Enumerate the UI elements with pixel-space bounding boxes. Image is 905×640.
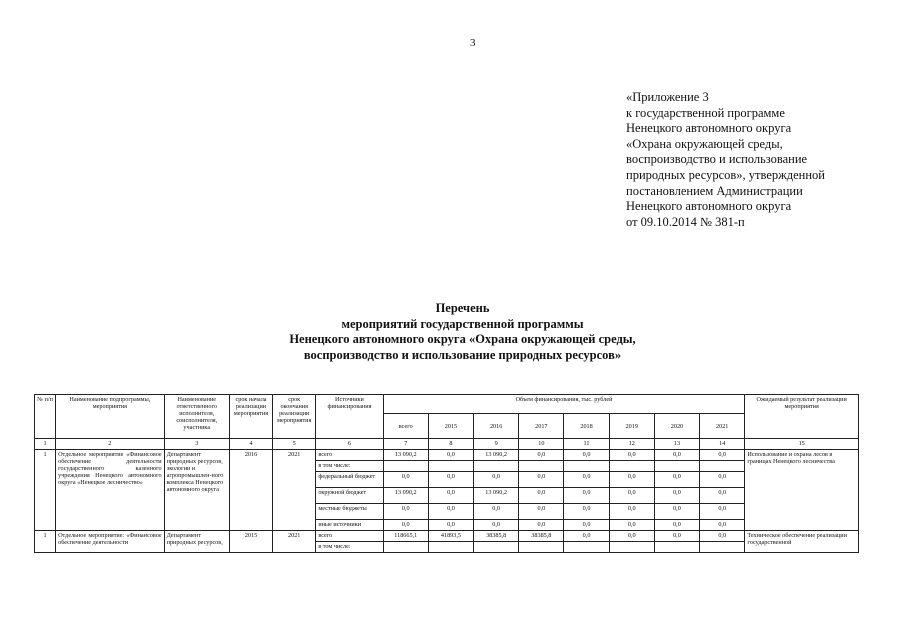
header-year: 2019 xyxy=(609,414,654,439)
column-number: 12 xyxy=(609,439,654,450)
header-year: 2017 xyxy=(519,414,564,439)
value-cell xyxy=(428,461,473,472)
header-volume: Объем финансирования, тыс. рублей xyxy=(383,395,745,414)
value-cell xyxy=(428,542,473,553)
column-number: 1 xyxy=(35,439,56,450)
value-cell: 0,0 xyxy=(564,488,609,504)
value-cell: 0,0 xyxy=(654,450,699,461)
column-number: 2 xyxy=(56,439,165,450)
header-num: № п/п xyxy=(35,395,56,439)
value-cell: 118665,1 xyxy=(383,531,428,542)
value-cell: 0,0 xyxy=(654,531,699,542)
value-cell: 0,0 xyxy=(700,504,745,520)
header-result: Ожидаемый результат реализации мероприятия xyxy=(745,395,859,439)
value-cell: 0,0 xyxy=(519,450,564,461)
column-number: 5 xyxy=(273,439,316,450)
value-cell: 0,0 xyxy=(700,531,745,542)
appendix-line: природных ресурсов», утвержденной xyxy=(626,167,825,182)
column-number: 8 xyxy=(428,439,473,450)
value-cell xyxy=(564,461,609,472)
value-cell xyxy=(519,461,564,472)
value-cell: 0,0 xyxy=(428,472,473,488)
title-line: Перечень xyxy=(435,301,490,315)
value-cell: 0,0 xyxy=(428,520,473,531)
value-cell xyxy=(474,542,519,553)
row-name: Отдельное мероприятие: «Финансовое обеспечение деятельности xyxy=(56,531,165,553)
table-row xyxy=(35,450,859,461)
value-cell: 0,0 xyxy=(428,488,473,504)
value-cell xyxy=(700,461,745,472)
value-cell xyxy=(700,542,745,553)
measures-table xyxy=(34,394,859,553)
value-cell: 0,0 xyxy=(654,520,699,531)
value-cell: 0,0 xyxy=(383,520,428,531)
value-cell xyxy=(609,542,654,553)
header-name: Наименование подпрограммы, мероприятия xyxy=(56,395,165,439)
source-label: окружной бюджет xyxy=(316,488,383,504)
row-name: Отдельное мероприятие «Финансовое обеспечение деятельности государственного казенного учреждения Ненецкого автономного округа «Ненецкое лесничество» xyxy=(56,450,165,531)
row-end: 2021 xyxy=(273,531,316,553)
row-result: Техническое обеспечение реализации государственной xyxy=(745,531,859,553)
appendix-line: воспроизводство и использование xyxy=(626,152,808,167)
value-cell xyxy=(564,542,609,553)
value-cell xyxy=(383,461,428,472)
table-row xyxy=(35,531,859,542)
value-cell: 0,0 xyxy=(564,450,609,461)
header-year: 2018 xyxy=(564,414,609,439)
value-cell: 0,0 xyxy=(700,450,745,461)
column-number: 9 xyxy=(474,439,519,450)
appendix-line: «Охрана окружающей среды, xyxy=(626,136,783,151)
row-result: Использование и охрана лесов в границах Ненецкого лесничества xyxy=(745,450,859,531)
column-number: 7 xyxy=(383,439,428,450)
appendix-line: «Приложение 3 xyxy=(626,90,709,104)
value-cell: 13 090,2 xyxy=(474,450,519,461)
source-label: в том числе: xyxy=(316,461,383,472)
value-cell: 0,0 xyxy=(654,488,699,504)
row-end: 2021 xyxy=(273,450,316,531)
header-row xyxy=(35,395,859,414)
column-number: 6 xyxy=(316,439,383,450)
appendix-line: от 09.10.2014 № 381-п xyxy=(626,214,745,229)
header-end: срок окончания реализации мероприятия xyxy=(273,395,316,439)
appendix-note xyxy=(626,90,886,230)
value-cell: 0,0 xyxy=(383,472,428,488)
column-number: 3 xyxy=(164,439,229,450)
value-cell: 0,0 xyxy=(564,531,609,542)
row-executor: Департамент природных ресурсов, экологии и агропромышлен-ного комплекса Ненецкого автономного округа xyxy=(164,450,229,531)
row-num: 1 xyxy=(35,450,56,531)
title-line: Ненецкого автономного округа «Охрана окружающей среды, xyxy=(289,332,636,346)
row-executor: Департамент природных ресурсов, xyxy=(164,531,229,553)
value-cell: 13 090,2 xyxy=(383,488,428,504)
value-cell: 13 090,2 xyxy=(474,488,519,504)
source-label: федеральный бюджет xyxy=(316,472,383,488)
value-cell: 0,0 xyxy=(700,520,745,531)
value-cell: 0,0 xyxy=(474,504,519,520)
header-executor: Наименование ответственного исполнителя, соисполнителя, участника xyxy=(164,395,229,439)
column-number: 13 xyxy=(654,439,699,450)
column-number: 4 xyxy=(229,439,272,450)
value-cell xyxy=(654,461,699,472)
row-start: 2016 xyxy=(229,450,272,531)
value-cell: 0,0 xyxy=(474,520,519,531)
value-cell: 0,0 xyxy=(564,520,609,531)
header-year: 2016 xyxy=(474,414,519,439)
value-cell: 0,0 xyxy=(609,504,654,520)
value-cell xyxy=(654,542,699,553)
value-cell: 38385,8 xyxy=(474,531,519,542)
column-number: 15 xyxy=(745,439,859,450)
title-line: мероприятий государственной программы xyxy=(341,316,584,331)
page-number: 3 xyxy=(470,37,476,49)
value-cell: 0,0 xyxy=(609,450,654,461)
column-number: 10 xyxy=(519,439,564,450)
value-cell: 0,0 xyxy=(474,472,519,488)
document-title xyxy=(200,301,725,363)
value-cell: 0,0 xyxy=(383,504,428,520)
value-cell: 0,0 xyxy=(654,504,699,520)
header-year: 2021 xyxy=(700,414,745,439)
value-cell: 0,0 xyxy=(700,488,745,504)
column-numbers-row xyxy=(35,439,859,450)
value-cell: 0,0 xyxy=(700,472,745,488)
source-label: всего xyxy=(316,531,383,542)
column-number: 11 xyxy=(564,439,609,450)
value-cell xyxy=(519,542,564,553)
value-cell: 13 090,2 xyxy=(383,450,428,461)
appendix-line: к государственной программе xyxy=(626,105,785,120)
value-cell: 0,0 xyxy=(519,504,564,520)
header-year: 2015 xyxy=(428,414,473,439)
source-label: в том числе: xyxy=(316,542,383,553)
value-cell: 0,0 xyxy=(519,520,564,531)
header-start: срок начала реализации мероприятия xyxy=(229,395,272,439)
value-cell xyxy=(383,542,428,553)
value-cell: 0,0 xyxy=(654,472,699,488)
value-cell: 0,0 xyxy=(564,504,609,520)
value-cell: 0,0 xyxy=(428,504,473,520)
column-number: 14 xyxy=(700,439,745,450)
appendix-line: Ненецкого автономного округа xyxy=(626,199,792,214)
value-cell: 0,0 xyxy=(519,488,564,504)
row-start: 2015 xyxy=(229,531,272,553)
value-cell xyxy=(609,461,654,472)
value-cell: 38385,8 xyxy=(519,531,564,542)
value-cell: 0,0 xyxy=(609,488,654,504)
header-sources: Источники финансирования xyxy=(316,395,383,439)
appendix-line: Ненецкого автономного округа xyxy=(626,121,792,136)
value-cell: 0,0 xyxy=(519,472,564,488)
value-cell xyxy=(474,461,519,472)
appendix-line: постановлением Администрации xyxy=(626,183,803,198)
value-cell: 0,0 xyxy=(428,450,473,461)
value-cell: 0,0 xyxy=(609,520,654,531)
row-num: 1 xyxy=(35,531,56,553)
header-year: всего xyxy=(383,414,428,439)
source-label: всего xyxy=(316,450,383,461)
source-label: иные источники xyxy=(316,520,383,531)
value-cell: 41893,5 xyxy=(428,531,473,542)
value-cell: 0,0 xyxy=(609,472,654,488)
header-year: 2020 xyxy=(654,414,699,439)
source-label: местные бюджеты xyxy=(316,504,383,520)
title-line: воспроизводство и использование природных ресурсов» xyxy=(303,347,622,362)
value-cell: 0,0 xyxy=(564,472,609,488)
value-cell: 0,0 xyxy=(609,531,654,542)
